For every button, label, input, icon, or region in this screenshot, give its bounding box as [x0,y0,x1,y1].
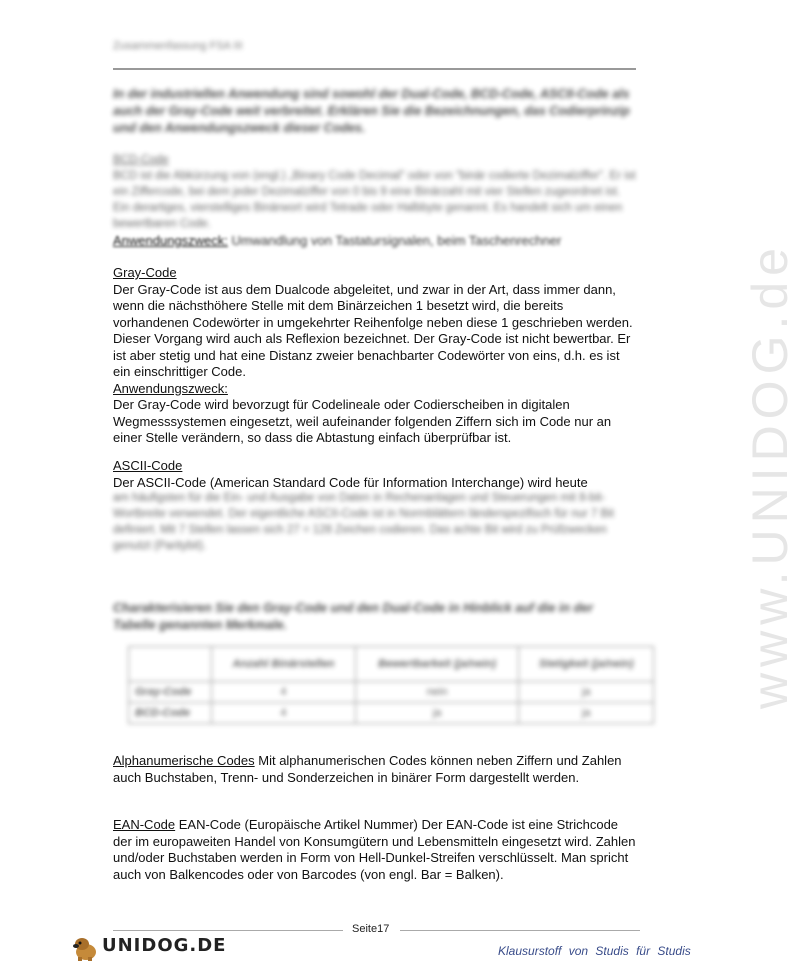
ascii-heading: ASCII-Code [113,458,183,473]
table-cell: ja [519,682,654,703]
ean-text: EAN-Code (Europäische Artikel Nummer) Der EAN-Code ist eine Strichcode der im europaweiten Handel von Konsumgütern und Lebensmitteln eingesetzt wird. Zahlen und/oder Buchstaben werden in Form von Hell-Dunkel-Streifen verschlüsselt. Man spricht auch von Balkencodes oder von Barcodes (von engl. Bar = Balken). [113,817,636,882]
question-1: In der industriellen Anwendung sind sowohl der Dual-Code, BCD-Code, ASCII-Code als auch der Gray-Code weit verbreitet. Erklären Sie die Bezeichnungen, das Codierprinzip und den Anwendungszweck dieser Codes. [113,87,630,135]
bcd-usage-label: Anwendungszweck: [113,233,228,248]
table-cell: ja [355,703,519,724]
code-comparison-table [128,646,654,724]
gray-text: Der Gray-Code ist aus dem Dualcode abgeleitet, und zwar in der Art, dass immer dann, wenn die nächsthöhere Stelle mit dem Binärzeichen 1 besetzt wird, die bereits vorhandenen Codewörter in umgekehrter Reihenfolge neben diese 1 geschrieben werden. Dieser Vorgang wird auch als Reflexion bezeichnet. Der Gray-Code ist nicht bewertbar. Er ist aber stetig und hat eine Distanz zweier benachbarter Codewörter von eins, d.h. es ist ein einschrittiger Code. [113,281,633,379]
header-divider [113,68,636,70]
alpha-text: Mit alphanumerischen Codes können neben Ziffern und Zahlen auch Buchstaben, Trenn- und Sonderzeichen in binärer Form dargestellt werden. [113,753,622,785]
table-header-cell: Stetigkeit (ja/nein) [519,647,654,682]
gray-section [113,265,638,447]
alpha-heading: Alphanumerische Codes [113,753,255,768]
table-row [129,682,654,703]
ascii-text: Der ASCII-Code (American Standard Code für Information Interchange) wird heute [113,474,588,490]
footer-tagline: Klausurstoff von Studis für Studis [498,944,691,958]
table-cell: ja [519,703,654,724]
alpha-section [113,753,638,786]
page-number: Seite17 [352,923,390,935]
table-row [129,703,654,724]
gray-heading: Gray-Code [113,265,177,280]
table-cell: BCD-Code [129,703,212,724]
table-cell: nein [355,682,519,703]
bcd-text: BCD ist die Abkürzung von (engl.) „Binary Code Decimal" oder von "binär codierte Dezimalziffer". Er ist ein Ziffercode, bei dem jeder Dezimalziffer von 0 bis 9 eine Binärzahl mit vier Stellen zugeordnet ist. Ein derartiges, vierstelliges Binärwort wird Tetrade oder Halbbyte genannt. Es handelt sich um einen bewertbaren Code. [113,170,636,230]
table-cell: Gray-Code [129,682,212,703]
footer-divider-right [400,930,640,931]
table-header-cell: Anzahl Binärstellen [212,647,356,682]
ean-heading: EAN-Code [113,817,176,832]
table-header-row [129,647,654,682]
logo-text: UNIDOG.DE [102,935,227,956]
bcd-heading: BCD-Code [113,154,169,166]
ascii-section [113,458,638,491]
ean-section [113,817,638,883]
table-header-cell: Bewertbarkeit (ja/nein) [355,647,519,682]
bcd-usage-line [113,233,561,248]
table-header-cell [129,647,212,682]
question-2: Charakterisieren Sie den Gray-Code und den Dual-Code in Hinblick auf die in der Tabelle genannten Merkmale. [113,601,593,632]
table-cell: 4 [212,682,356,703]
gray-usage-label: Anwendungszweck: [113,380,228,396]
header-title: Zusammenfassung FSA III [113,40,243,52]
ascii-blurred-text: am häufigsten für die Ein- und Ausgabe von Daten in Rechenanlagen und Steuerungen mit 8-bit-Wortbreite verwendet. Der eigentliche ASCII-Code ist in Normblättern länderspezifisch für nur 7 Bit definiert. Mit 7 Stellen lassen sich 27 = 128 Zeichen codieren. Das achte Bit wird zu Prüfzwecken genutzt (Paritybit). [113,492,614,552]
table-cell: 4 [212,703,356,724]
bcd-section [113,152,638,232]
gray-usage-text: Der Gray-Code wird bevorzugt für Codelineale oder Codierscheiben in digitalen Wegmesssystemen eingesetzt, weil aufeinander folgenden Ziffern sich im Code nur an einer Stelle verändern, so dass die Abtastung einfach überprüfbar ist. [113,397,612,445]
bcd-usage-text: Umwandlung von Tastatursignalen, beim Taschenrechner [227,233,562,248]
watermark: www.UNIDOG.de [742,242,798,709]
footer-divider-left [113,930,343,931]
